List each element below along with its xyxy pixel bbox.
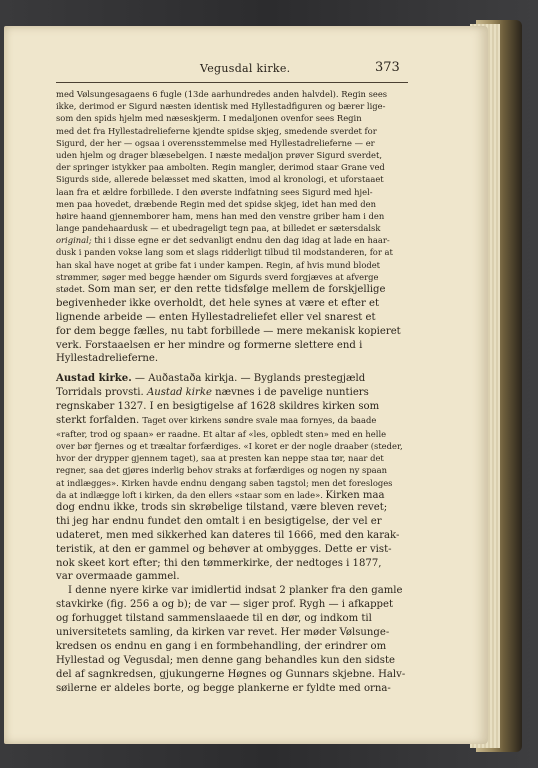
text-line: udateret, men med sikkerhed kan dateres til 1666, med den karak- (56, 529, 400, 541)
italic-term: Austad kirke (146, 387, 212, 399)
text-line (56, 414, 408, 428)
page-number: 373 (375, 60, 400, 75)
paragraph-1-large (56, 283, 408, 366)
text-run: Taget over kirkens søndre svale maa fornyes, da baade (142, 415, 377, 426)
text-line: med Vølsungesagaens 6 fugle (13de aarhundredes anden halvdel). Regin sees (56, 89, 388, 99)
header-rule (56, 82, 408, 83)
text-line: strømmer, søger med begge hænder om Sigurds sverd forgjæves at afverge (56, 271, 379, 282)
running-header (4, 62, 488, 82)
text-run: stødet. (56, 284, 88, 294)
text-line: ikke, derimod er Sigurd næsten identisk med Hyllestadfiguren og bærer lige- (56, 101, 386, 112)
text-run: nævnes i de pavelige nuntiers (211, 387, 369, 399)
text-line: «rafter, trod og spaan» er raadne. Et altar af «les, opbledt sten» med en helle (56, 428, 387, 439)
text-line: var overmaade gammel. (56, 571, 180, 583)
italic-word: original; (56, 235, 92, 246)
text-run: — Auðastaða kirkja. — Byglands prestegjæld (131, 373, 366, 385)
text-line: laan fra et ældre forbillede. I den øverste indfatning sees Sigurd med hjel- (56, 186, 373, 197)
text-line: Sigurd, der her — ogsaa i overensstemmelse med Hyllestadrelieferne — er (56, 137, 375, 148)
text-run: sterkt forfalden. (56, 415, 143, 427)
section-quote (56, 428, 408, 501)
text-line: for dem begge fælles, nu tabt forbillede — mere mekanisk kopieret (56, 325, 401, 337)
text-line: og forhugget tilstand sammenslaaede til en dør, og indkom til (56, 613, 372, 625)
section-austad (56, 372, 408, 428)
text-line (56, 283, 408, 297)
section-term: Austad kirke. (56, 373, 132, 385)
section-body (56, 501, 408, 695)
text-line: der springer istykker paa amboltеn. Regin mangler, derimod staar Grane ved (56, 162, 385, 173)
text-line (56, 234, 408, 246)
text-line: lignende arbeide — enten Hyllestadreliefet eller vel snarest et (56, 311, 376, 323)
text-line: uden hjelm og drager blæsebelgen. I næste medaljon prøver Sigurd sverdet, (56, 149, 383, 160)
body-text (56, 88, 408, 696)
text-line: nok skeet kort efter; thi den tømmerkirke, der nedtoges i 1877, (56, 557, 382, 569)
text-line: med det fra Hyllestadrelieferne kjendte spidse skjeg, smedende sverdet for (56, 125, 377, 136)
text-line: men paa hovedet, dræbende Regin med det spidse skjeg, idet han med den (56, 198, 376, 209)
text-line: at indlægges». Kirken havde endnu dengang saben tagstol; men det foresloges (56, 477, 393, 488)
text-line: hvor der drypper gjennem taget), saa at presten kan neppe staa tør, naar det (56, 453, 384, 464)
text-run: thi i disse egne er det sedvanligt endnu den dag idag at lade en haar- (91, 235, 390, 246)
text-line: thi jeg har endnu fundet den omtalt i en besigtigelse, der vel er (56, 515, 382, 527)
text-line: over bør fjernes og et træaltar forfærdiges. «I koret er der nogle draaber (steder, (56, 441, 403, 452)
text-line: teristik, at den er gammel og behøver at ombygges. Dette er vist- (56, 543, 392, 555)
text-line: han skal have noget at gribe fat i under kampen. Regin, af hvis mund blodet (56, 259, 381, 270)
text-line: lange pandehaardusk — et ubedrageligt tegn paa, at billedet er sætersdalsk (56, 223, 381, 234)
text-line: verk. Forstaaelsen er her mindre og formerne slettere end i (56, 339, 363, 351)
text-line: begivenheder ikke overholdt, det hele synes at være et efter et (56, 297, 380, 309)
text-line: søilerne er aldeles borte, og begge plankerne er fyldte med orna- (56, 682, 391, 694)
text-run: Torridals provsti. (56, 387, 147, 399)
text-line: regnskaber 1327. I en besigtigelse af 1628 skildres kirken som (56, 401, 380, 413)
text-line: universitetets samling, da kirken var revet. Her møder Vølsunge- (56, 627, 390, 639)
text-run: Som man ser, er den rette tidsfølge mellem de forskjellige (87, 284, 386, 295)
text-line: regner, saa det gjøres inderlig behov straks at forfærdiges og nogen ny spaan (56, 465, 388, 476)
text-line (56, 386, 408, 400)
text-line: dog endnu ikke, trods sin skrøbelige tilstand, være bleven revet; (56, 502, 388, 514)
text-line: Sigurds side, allerede belæsset med skatten, imod al kronologi, et uforstaaet (56, 174, 384, 185)
text-line: høire haand gjennemborer ham, mens han med den venstre griber ham i den (56, 210, 385, 221)
book-page (4, 26, 488, 744)
text-line: Hyllestadrelieferne. (56, 353, 159, 365)
text-line: dusk i panden vokse lang som et slags ridderligt tilbud til modstanderen, for at (56, 247, 393, 258)
text-line (56, 489, 408, 501)
text-line: I denne nyere kirke var imidlertid indsat 2 planker fra den gamle (68, 585, 403, 597)
text-line: som den spids hjelm med næseskjerm. I medaljonen ovenfor sees Regin (56, 113, 362, 124)
text-line: Hyllestad og Vegusdal; men denne gang behandles kun den sidste (56, 654, 395, 666)
text-line: kredsen os endnu en gang i en formbehandling, der erindrer om (56, 640, 387, 652)
running-title: Vegusdal kirke. (200, 62, 291, 75)
text-run: Kirken maa (325, 489, 385, 501)
text-line: stavkirke (fig. 256 a og b); de var — siger prof. Rygh — i afkappet (56, 599, 394, 611)
text-line: del af sagnkredsen, gjukungerne Høgnes og Gunnars skjebne. Halv- (56, 668, 406, 680)
paragraph-1-small (56, 88, 408, 283)
text-run: da at indlægge loft i kirken, da den ellers «staar som en lade». (56, 489, 326, 500)
section-heading (56, 372, 408, 386)
